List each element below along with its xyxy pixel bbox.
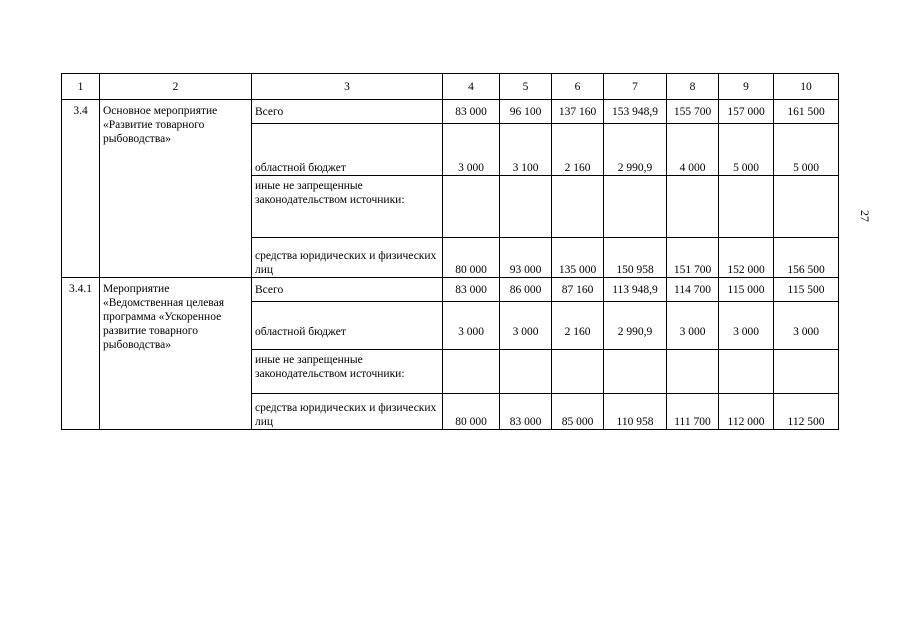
value-cell: 85 000 — [552, 394, 604, 430]
row-label: Всего — [252, 100, 443, 124]
page-number: 27 — [858, 210, 872, 222]
value-cell: 137 160 — [552, 100, 604, 124]
value-cell: 5 000 — [719, 124, 774, 176]
value-cell: 155 700 — [667, 100, 719, 124]
value-cell: 87 160 — [552, 278, 604, 302]
value-cell: 3 000 — [443, 124, 500, 176]
value-cell: 93 000 — [500, 238, 552, 278]
value-cell: 5 000 — [774, 124, 839, 176]
value-cell: 135 000 — [552, 238, 604, 278]
value-cell: 150 958 — [604, 238, 667, 278]
section-name: Мероприятие «Ведомственная целевая программа «Ускоренное развитие товарного рыбоводства» — [100, 278, 252, 430]
header-cell: 4 — [443, 74, 500, 100]
row-label: Всего — [252, 278, 443, 302]
row-label: областной бюджет — [252, 302, 443, 350]
value-cell: 4 000 — [667, 124, 719, 176]
section-code: 3.4.1 — [62, 278, 100, 430]
value-cell: 152 000 — [719, 238, 774, 278]
row-label: иные не запрещенные законодательством источники: — [252, 176, 443, 238]
header-cell: 5 — [500, 74, 552, 100]
header-cell: 10 — [774, 74, 839, 100]
header-cell: 7 — [604, 74, 667, 100]
value-cell: 80 000 — [443, 394, 500, 430]
value-cell: 157 000 — [719, 100, 774, 124]
value-cell: 2 160 — [552, 124, 604, 176]
section-name: Основное мероприятие «Развитие товарного рыбоводства» — [100, 100, 252, 278]
value-cell: 2 160 — [552, 302, 604, 350]
value-cell: 111 700 — [667, 394, 719, 430]
value-cell: 153 948,9 — [604, 100, 667, 124]
value-cell: 80 000 — [443, 238, 500, 278]
row-label: иные не запрещенные законодательством источники: — [252, 350, 443, 394]
value-cell: 3 000 — [667, 302, 719, 350]
header-cell: 3 — [252, 74, 443, 100]
value-cell: 3 000 — [719, 302, 774, 350]
header-cell: 6 — [552, 74, 604, 100]
value-cell: 115 500 — [774, 278, 839, 302]
value-cell: 112 500 — [774, 394, 839, 430]
value-cell: 151 700 — [667, 238, 719, 278]
value-cell: 3 100 — [500, 124, 552, 176]
row-label: средства юридических и физических лиц — [252, 394, 443, 430]
value-cell: 83 000 — [443, 100, 500, 124]
header-cell: 2 — [100, 74, 252, 100]
header-cell: 8 — [667, 74, 719, 100]
value-cell: 2 990,9 — [604, 124, 667, 176]
value-cell: 115 000 — [719, 278, 774, 302]
value-cell: 161 500 — [774, 100, 839, 124]
value-cell: 110 958 — [604, 394, 667, 430]
value-cell: 3 000 — [774, 302, 839, 350]
value-cell: 112 000 — [719, 394, 774, 430]
section-code: 3.4 — [62, 100, 100, 278]
value-cell: 113 948,9 — [604, 278, 667, 302]
table-row — [62, 100, 839, 124]
row-label: областной бюджет — [252, 124, 443, 176]
table-row — [62, 278, 839, 302]
header-row — [62, 74, 839, 100]
value-cell: 2 990,9 — [604, 302, 667, 350]
value-cell: 83 000 — [500, 394, 552, 430]
header-cell: 9 — [719, 74, 774, 100]
value-cell: 3 000 — [443, 302, 500, 350]
value-cell: 156 500 — [774, 238, 839, 278]
value-cell: 96 100 — [500, 100, 552, 124]
value-cell: 83 000 — [443, 278, 500, 302]
value-cell: 86 000 — [500, 278, 552, 302]
header-cell: 1 — [62, 74, 100, 100]
funding-table — [61, 73, 839, 430]
value-cell: 3 000 — [500, 302, 552, 350]
value-cell: 114 700 — [667, 278, 719, 302]
row-label: средства юридических и физических лиц — [252, 238, 443, 278]
